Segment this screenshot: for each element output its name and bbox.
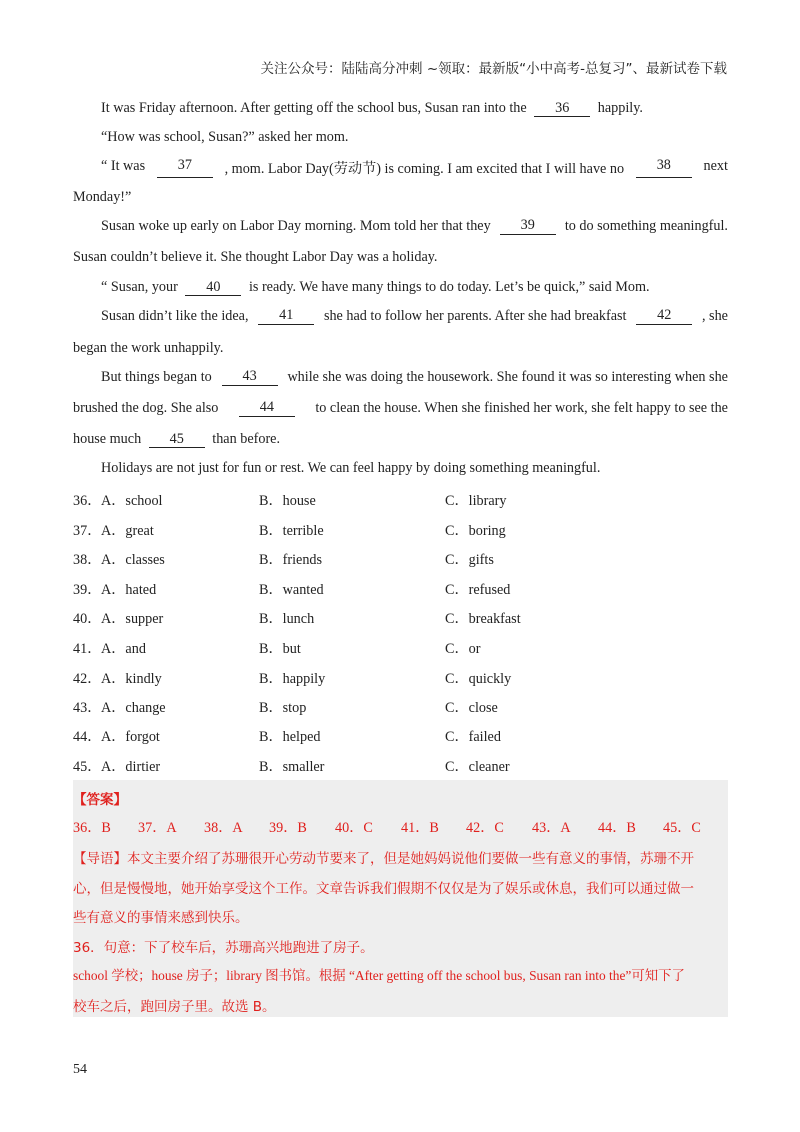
passage-line: began the work unhappily. (73, 340, 224, 356)
explanation-text: 校车之后，跑回房子里。故选 B。 (73, 999, 276, 1015)
explanation-text: school 学校；house 房子；library 图书馆。根据 “After getting off the school bus, Susan ran into the”可知下了 (73, 968, 685, 983)
blank-45: 45 (149, 432, 205, 448)
passage-line: Susan didn’t like the idea, 41 she had to follow her parents. After she had breakfast 42 , she (101, 307, 728, 324)
answer-title: 【答案】 (73, 792, 127, 808)
guide-text: 【导语】本文主要介绍了苏珊很开心劳动节要来了，但是她妈妈说他们要做一些有意义的事情，苏珊不开 (73, 851, 694, 867)
passage-line: Monday!” (73, 189, 132, 205)
passage-line: “How was school, Susan?” asked her mom. (101, 129, 349, 145)
page-header: 关注公众号：陆陆高分冲刺 ~领取：最新版“小中高考-总复习”、最新试卷下载 (260, 61, 727, 77)
passage-line: “ It was 37 , mom. Labor Day(劳动节) is coming. I am excited that I will have no 38 next (101, 157, 728, 177)
blank-42: 42 (636, 308, 692, 325)
page-number: 54 (73, 1062, 87, 1077)
passage-line: Holidays are not just for fun or rest. We can feel happy by doing something meaningful. (101, 460, 601, 476)
blank-41: 41 (258, 308, 314, 325)
passage-line: brushed the dog. She also 44 to clean the house. When she finished her work, she felt happy to see the (73, 399, 728, 416)
blank-40: 40 (185, 280, 241, 296)
blank-39: 39 (500, 218, 556, 235)
passage-line: house much 45 than before. (73, 431, 281, 447)
blank-36: 36 (534, 101, 590, 117)
passage-line: “ Susan, your 40 is ready. We have many things to do today. Let’s be quick,” said Mom. (101, 279, 650, 295)
blank-38: 38 (636, 158, 692, 178)
blank-44: 44 (239, 400, 295, 417)
answer-section: 【答案】 36．B 37．A 38．A 39．B 40．C 41．B 42．C 43．A 44．B 45．C 【导语】本文主要介绍了苏珊很开心劳动节要来了，但是她妈妈说他们要做一些有意义的事情，苏珊不开 心，但是慢慢地，她开始享受这个工作。文章告诉我们假期不仅仅是为了娱乐或休息，我们可以通过做一 些有意义的事情来感到快乐。 36．句意：下了校车后，苏珊高兴地跑进了房子。 school 学校；house 房子；library 图书馆。根据 “After getting off the school bus, Susan ran into the”可知下了 校车之后，跑回房子里。故选 B。 (73, 780, 728, 1017)
blank-43: 43 (222, 369, 278, 386)
passage-line: It was Friday afternoon. After getting off the school bus, Susan ran into the 36 happily. (101, 100, 643, 116)
blank-37: 37 (157, 158, 213, 178)
passage-line: Susan woke up early on Labor Day morning. Mom told her that they 39 to do something meaningful. (101, 217, 728, 234)
guide-text: 心，但是慢慢地，她开始享受这个工作。文章告诉我们假期不仅仅是为了娱乐或休息，我们可以通过做一 (73, 881, 694, 897)
guide-text: 些有意义的事情来感到快乐。 (73, 910, 249, 926)
passage-line: Susan couldn’t believe it. She thought Labor Day was a holiday. (73, 249, 438, 265)
explanation-title: 36．句意：下了校车后，苏珊高兴地跑进了房子。 (73, 940, 374, 956)
passage-line: But things began to 43 while she was doing the housework. She found it was so interesting when she (101, 368, 728, 385)
